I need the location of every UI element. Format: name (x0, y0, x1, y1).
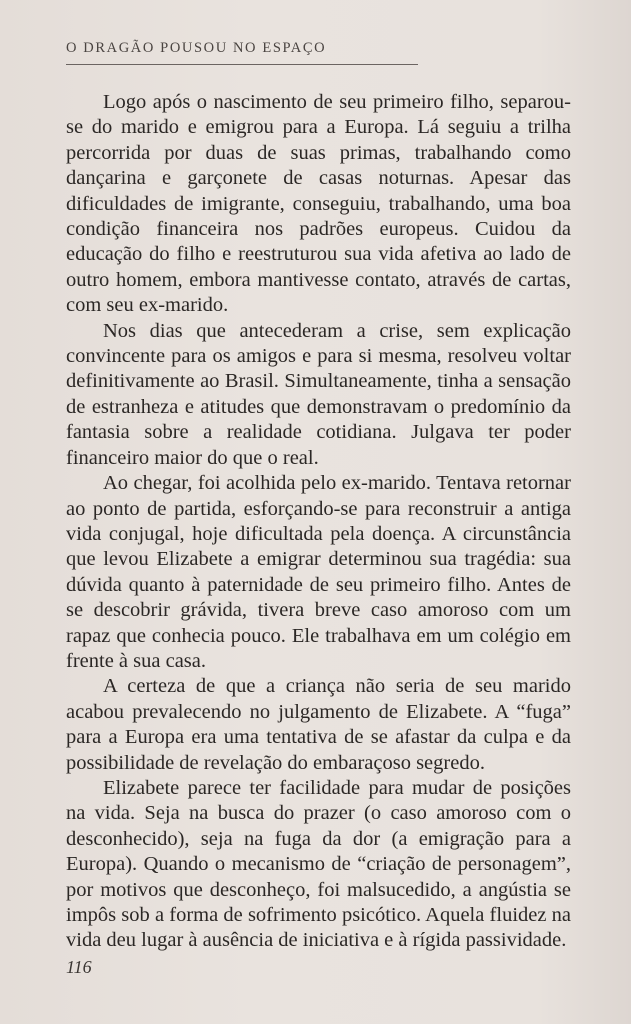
paragraph: Elizabete parece ter facilidade para mudar de posições na vida. Seja na busca do prazer (o caso amoroso com o desconhecido), seja na fuga da dor (a emigração para a Europa). Quando o mecanismo de “criação de personagem”, por motivos que desconheço, foi malsucedido, a angústia se impôs sob a forma de sofrimento psicótico. Aquela fluidez na vida deu lugar à ausência de iniciativa e à rígida passividade. (66, 776, 571, 952)
paragraph: Ao chegar, foi acolhida pelo ex-marido. Tentava retornar ao ponto de partida, esforçando-se para reconstruir a antiga vida conjugal, hoje dificultada pela doença. A circunstância que levou Elizabete a emigrar determinou sua tragédia: sua dúvida quanto à paternidade de seu primeiro filho. Antes de se descobrir grávida, tivera breve caso amoroso com um rapaz que conhecia pouco. Ele trabalhava em um colégio em frente à sua casa. (66, 472, 571, 672)
paragraph: Nos dias que antecederam a crise, sem explicação convincente para os amigos e para si mesma, resolveu voltar definitivamente ao Brasil. Simultaneamente, tinha a sensação de estranheza e atitudes que demonstravam o predomínio da fantasia sobre a realidade cotidiana. Julgava ter poder financeiro maior do que o real. (66, 319, 571, 469)
body-text (66, 90, 571, 954)
paragraph: A certeza de que a criança não seria de seu marido acabou prevalecendo no julgamento de Elizabete. A “fuga” para a Europa era uma tentativa de se afastar da culpa e da possibilidade de revelação do embaraçoso segredo. (66, 675, 571, 774)
page-number: 116 (66, 957, 92, 977)
paragraph: Logo após o nascimento de seu primeiro filho, separou-se do marido e emigrou para a Europa. Lá seguiu a trilha percorrida por duas de suas primas, trabalhando como dançarina e garçonete de casas noturnas. Apesar das dificuldades de imigrante, conseguiu, trabalhando, uma boa condição financeira nos padrões europeus. Cuidou da educação do filho e reestruturou sua vida afetiva ao lado de outro homem, embora mantivesse contato, através de cartas, com seu ex-marido. (66, 91, 571, 317)
header-rule (66, 64, 418, 65)
running-head-title: O DRAGÃO POUSOU NO ESPAÇO (66, 40, 327, 56)
